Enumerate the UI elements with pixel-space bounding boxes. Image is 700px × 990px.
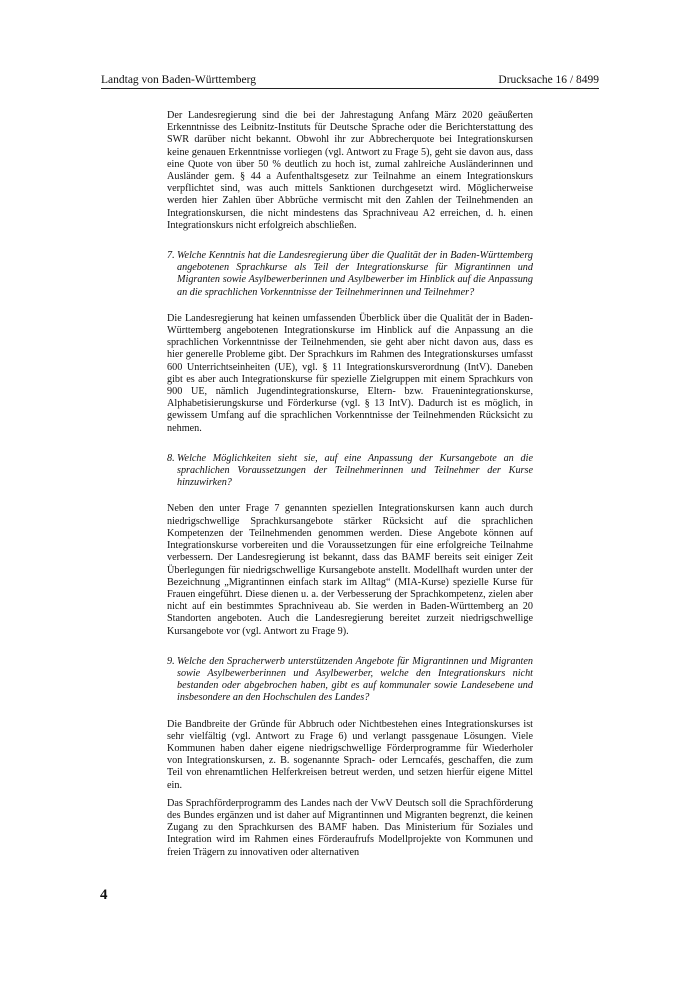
header-parliament: Landtag von Baden-Württemberg [101, 74, 256, 86]
question-text: Welche Kenntnis hat die Landesregierung über die Qualität der in Baden-Württemberg angebotenen Sprachkurse als Teil der Integrationskurse für Migrantinnen und Migranten sowie Asylbewerberinnen und Asylbewerber im Hinblick auf die Anpassung an die sprachlichen Vorkenntnisse der Teilnehmerinnen und Teilnehmer? [177, 250, 533, 298]
question-number: 7. [167, 250, 175, 262]
page-number: 4 [100, 887, 108, 903]
answer-9-paragraph-2: Das Sprachförderprogramm des Landes nach der VwV Deutsch soll die Sprachförderung des Bundes ergänzen und ist daher auf Migrantinnen und Migranten begrenzt, die keinen Zugang zu den Sprachkursen des BAMF haben. Das Ministerium für Soziales und Integration wird im Rahmen eines Förderaufrufs Modellprojekte von Kommunen und freien Trägern zu innovativen oder alternativen [167, 797, 533, 858]
question-9 [167, 656, 533, 705]
question-number: 9. [167, 655, 175, 667]
question-text: Welche den Spracherwerb unterstützenden Angebote für Migrantinnen und Migranten sowie Asylbewerberinnen und Asylbewerber, welche den Integrationskurs nicht bestanden oder abgebrochen haben, gibt es auf kommunaler sowie Landesebene und insbesondere an den Hochschulen des Landes? [177, 655, 533, 704]
question-8 [167, 453, 533, 490]
answer-9-paragraph-1: Die Bandbreite der Gründe für Abbruch oder Nichtbestehen eines Integrationskurses ist sehr vielfältig (vgl. Antwort zu Frage 6) und verlangt passgenaue Lösungen. Viele Kommunen haben daher eigene niedrigschwellige Förderprogramme für Wiederholer von Integrationskursen, z. B. sogenannte Sprach- oder Lerncafés, geschaffen, die zum Teil von ehrenamtlichen Helferkreisen betreut werden, und setzen hierfür eigene Mittel ein. [167, 718, 533, 791]
answer-7: Die Landesregierung hat keinen umfassenden Überblick über die Qualität der in Baden-Württemberg angebotenen Integrationskurse im Hinblick auf die Anpassung an die sprachlichen Vorkenntnisse der Teilnehmenden, sie geht aber nicht davon aus, dass es hier generelle Probleme gibt. Der Sprachkurs im Rahmen des Integrationskurses umfasst 600 Unterrichtseinheiten (UE), vgl. § 11 Integrationskursverordnung (IntV). Daneben gibt es aber auch Integrationskurse für spezielle Zielgruppen mit einem Sprachkurs von 900 UE, nämlich Jugendintegrationskurse, Eltern- bzw. Frauenintegrationskurse, Alphabetisierungskurse und Förderkurse (vgl. § 13 IntV). Dadurch ist es möglich, in gewissem Umfang auf die sprachlichen Vorkenntnisse der Teilnehmenden Rücksicht zu nehmen. [167, 312, 533, 434]
header-divider [101, 88, 599, 89]
question-text: Welche Möglichkeiten sieht sie, auf eine Anpassung der Kursangebote an die sprachlichen Voraussetzungen der Teilnehmerinnen und Teilnehmer der Kurse hinzuwirken? [177, 452, 533, 489]
question-number: 8. [167, 452, 175, 464]
header-document-number: Drucksache 16 / 8499 [498, 74, 599, 86]
document-body [167, 110, 533, 865]
answer-8: Neben den unter Frage 7 genannten speziellen Integrationskursen kann auch durch niedrigschwellige Sprachkursangebote stärker Rücksicht auf die sprachlichen Kompetenzen der Teilnehmenden genommen werden. Diese Angebote können auf Integrationskurse vorbereiten und die Voraussetzungen für eine erfolgreiche Teilnahme verbessern. Der Landesregierung ist bekannt, dass das BAMF bereits seit einiger Zeit Überlegungen für niedrigschwellige Kursangebote anstellt. Modellhaft wurden unter der Bezeichnung „Migrantinnen einfach stark im Alltag“ (MIA-Kurse) spezielle Kurse für Frauen eingeführt. Diese dienen u. a. der Verbesserung der Sprachkompetenz, zielen aber nicht auf ein bestimmtes Sprachniveau ab. Sie werden in Baden-Württemberg an 20 Standorten angeboten. Auch die Landesregierung bereitet zurzeit niedrigschwellige Kursangebote vor (vgl. Antwort zu Frage 9). [167, 503, 533, 637]
answer-paragraph: Der Landesregierung sind die bei der Jahrestagung Anfang März 2020 geäußerten Erkenntnisse des Leibnitz-Instituts für Deutsche Sprache oder die Berichterstattung des SWR darüber nicht bekannt. Obwohl ihr zur Abbrecherquote bei Integrationskursen keine genauen Erkenntnisse vorliegen (vgl. Antwort zu Frage 5), geht sie davon aus, dass eine Quote von über 50 % deutlich zu hoch ist, zumal zahlreiche Ausländerinnen und Ausländer gem. § 44 a Aufenthaltsgesetz zur Teilnahme an einem Integrationskurs verpflichtet sind, was auch mittels Sanktionen durchgesetzt wird. Möglicherweise werden hier Zahlen über Abbrüche vermischt mit den Zahlen der Teilnehmenden an Integrationskursen, die nicht mindestens das Sprachniveau A2 erreichen, d. h. einen Integrationskurs nicht erfolgreich abschließen. [167, 110, 533, 231]
question-7 [167, 250, 533, 299]
running-header [101, 74, 599, 87]
